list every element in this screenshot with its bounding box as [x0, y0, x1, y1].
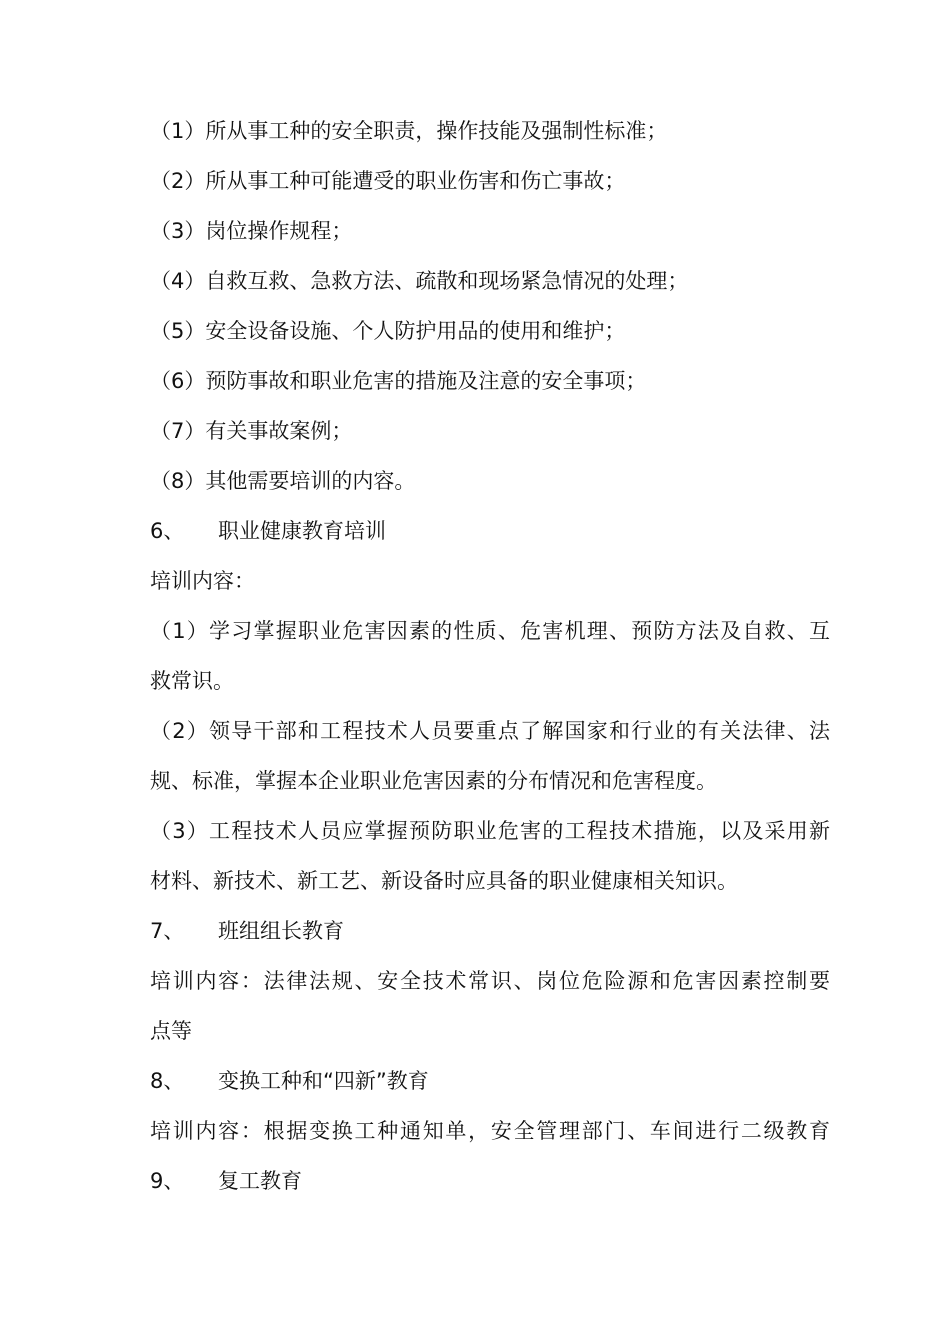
section-number: 6、	[150, 519, 185, 543]
list-item: （3）岗位操作规程；	[150, 219, 353, 243]
section-title: 班组组长教育	[218, 919, 344, 943]
paragraph-line: （1）学习掌握职业危害因素的性质、危害机理、预防方法及自救、互	[150, 619, 830, 643]
paragraph-line: 培训内容：根据变换工种通知单，安全管理部门、车间进行二级教育	[150, 1119, 830, 1143]
section-number: 8、	[150, 1069, 185, 1093]
list-item: （5）安全设备设施、个人防护用品的使用和维护；	[150, 319, 626, 343]
paragraph-line: 点等	[150, 1019, 192, 1043]
section-number: 9、	[150, 1169, 185, 1193]
paragraph-line: 培训内容：法律法规、安全技术常识、岗位危险源和危害因素控制要	[150, 969, 830, 993]
list-item: （8）其他需要培训的内容。	[150, 469, 416, 493]
section-title: 复工教育	[218, 1169, 302, 1193]
paragraph-line: 救常识。	[150, 669, 234, 693]
section-number: 7、	[150, 919, 185, 943]
list-item: （6）预防事故和职业危害的措施及注意的安全事项；	[150, 369, 647, 393]
section-heading-7	[150, 916, 830, 946]
list-item: （7）有关事故案例；	[150, 419, 353, 443]
paragraph-line: 材料、新技术、新工艺、新设备时应具备的职业健康相关知识。	[150, 869, 738, 893]
content-label: 培训内容：	[150, 569, 255, 593]
paragraph-line: 规、标准，掌握本企业职业危害因素的分布情况和危害程度。	[150, 769, 717, 793]
list-item: （1）所从事工种的安全职责，操作技能及强制性标准；	[150, 119, 668, 143]
paragraph-line: （3）工程技术人员应掌握预防职业危害的工程技术措施，以及采用新	[150, 819, 830, 843]
list-item: （2）所从事工种可能遭受的职业伤害和伤亡事故；	[150, 169, 626, 193]
section-title: 变换工种和“四新”教育	[218, 1069, 429, 1093]
section-title: 职业健康教育培训	[218, 519, 386, 543]
section-heading-6	[150, 516, 830, 546]
section-heading-8	[150, 1066, 830, 1096]
section-heading-9	[150, 1166, 830, 1196]
paragraph-line: （2）领导干部和工程技术人员要重点了解国家和行业的有关法律、法	[150, 719, 830, 743]
list-item: （4）自救互救、急救方法、疏散和现场紧急情况的处理；	[150, 269, 689, 293]
